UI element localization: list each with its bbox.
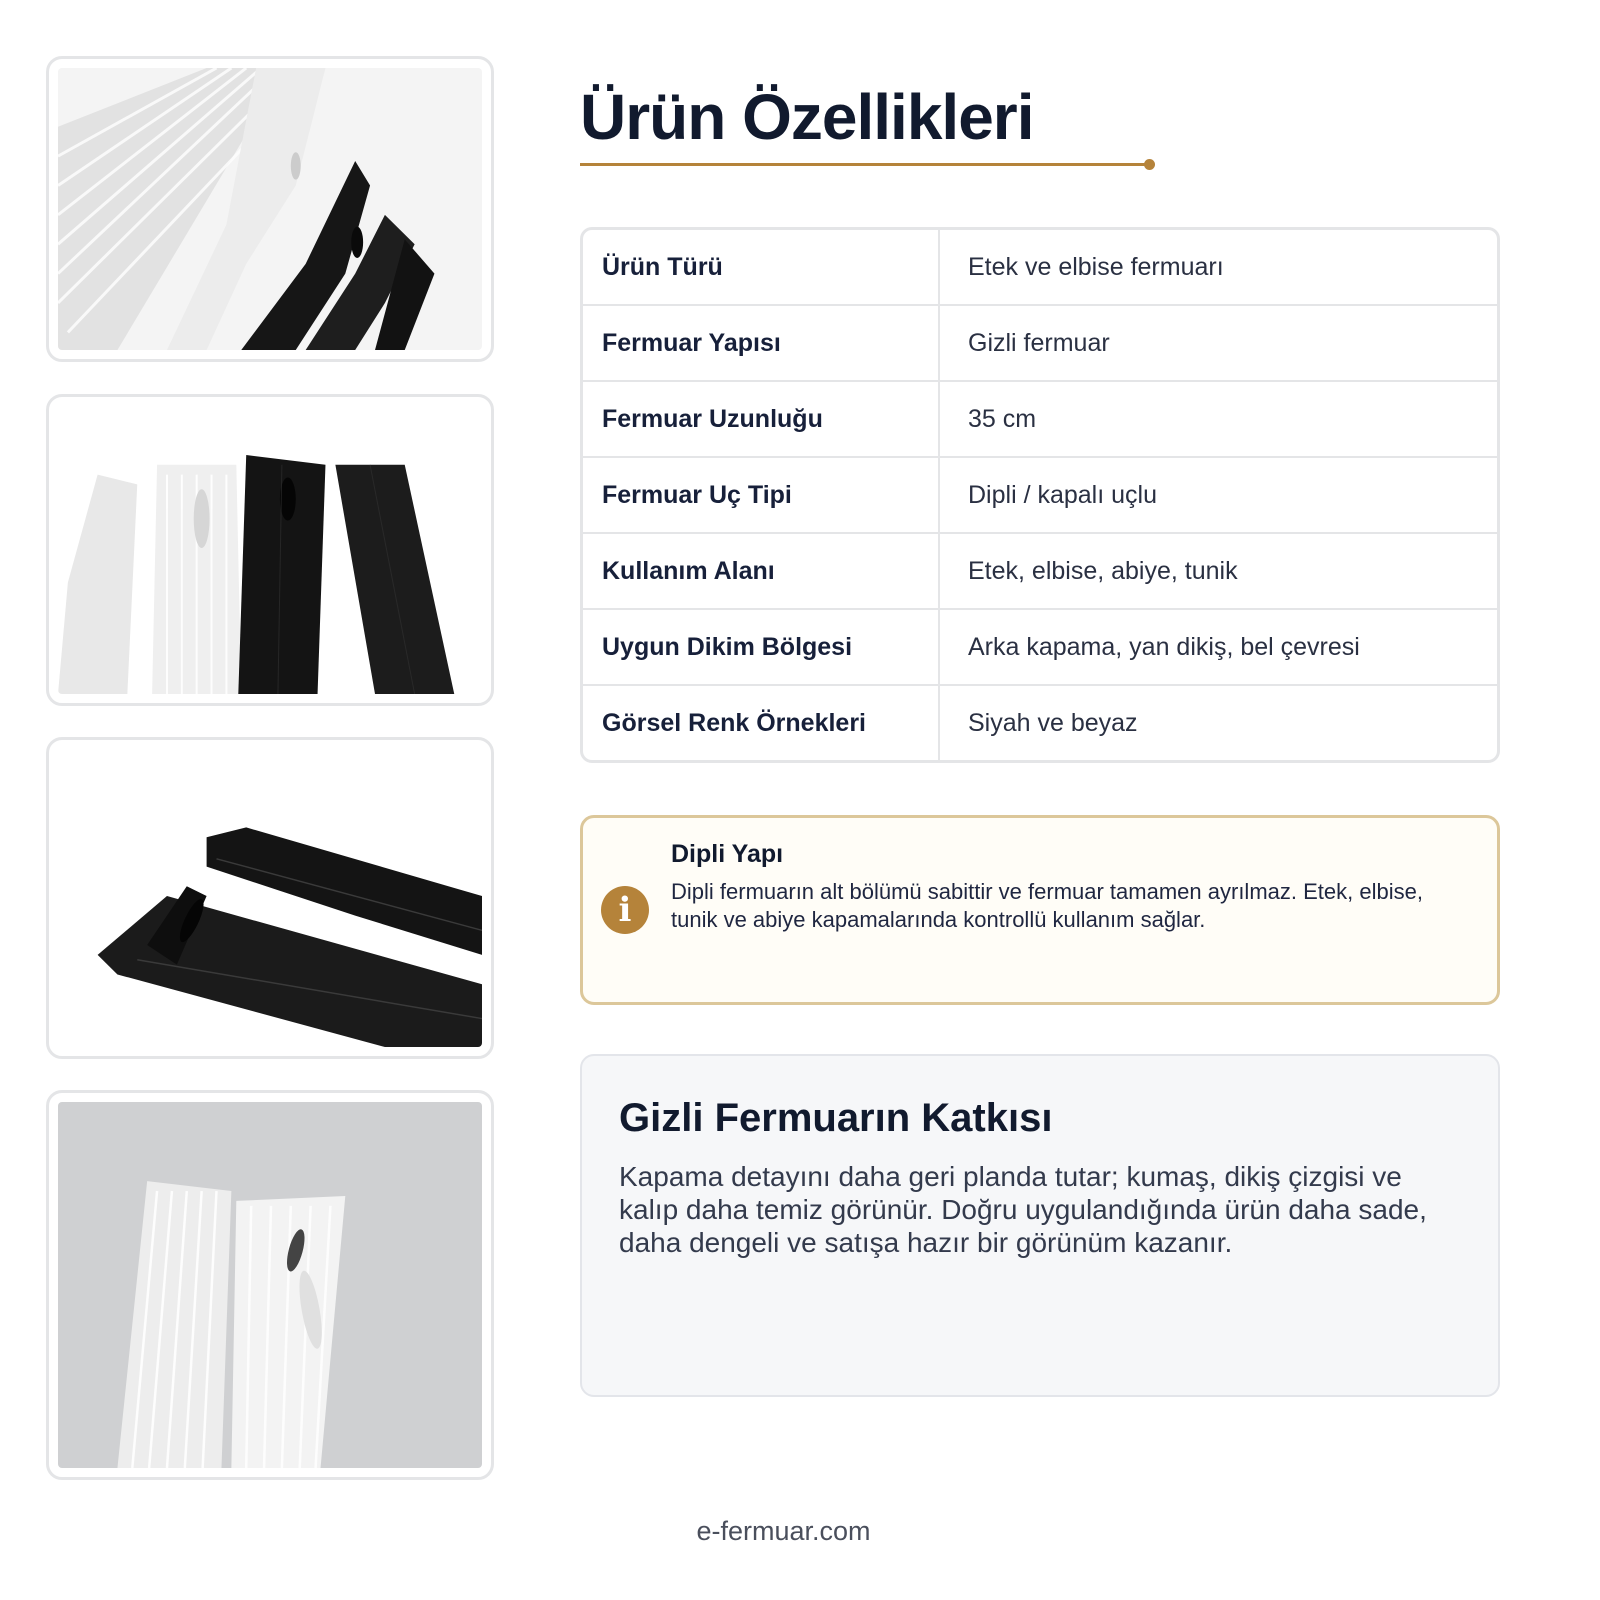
spec-label: Görsel Renk Örnekleri	[583, 686, 940, 760]
spec-row	[583, 534, 1497, 610]
page-title: Ürün Özellikleri	[580, 81, 1034, 153]
spec-value: Arka kapama, yan dikiş, bel çevresi	[968, 632, 1360, 661]
spec-row	[583, 306, 1497, 382]
spec-row	[583, 230, 1497, 306]
spec-table	[580, 227, 1500, 763]
spec-label: Kullanım Alanı	[583, 534, 940, 608]
spec-value: Dipli / kapalı uçlu	[968, 480, 1157, 509]
footer-site-link[interactable]: e-fermuar.com	[696, 1516, 871, 1546]
benefit-box	[580, 1054, 1500, 1397]
zipper-photo-black-pair	[58, 749, 482, 1047]
spec-label: Fermuar Yapısı	[583, 306, 940, 380]
spec-value: Siyah ve beyaz	[968, 708, 1138, 737]
zipper-photo-white-black-diagonal	[58, 68, 482, 350]
zipper-photo-four-vertical	[58, 406, 482, 694]
spec-label: Ürün Türü	[583, 230, 940, 304]
note-text: Dipli fermuarın alt bölümü sabittir ve fermuar tamamen ayrılmaz. Etek, elbise, tunik ve abiye kapamalarında kontrollü kullanım sağlar.	[671, 879, 1423, 932]
spec-row	[583, 686, 1497, 760]
spec-row	[583, 382, 1497, 458]
spec-label: Uygun Dikim Bölgesi	[583, 610, 940, 684]
title-underline-dot	[1144, 159, 1155, 170]
zipper-photo-white-pair	[58, 1102, 482, 1468]
spec-value: Etek ve elbise fermuarı	[968, 252, 1224, 281]
title-underline	[580, 163, 1150, 166]
note-title: Dipli Yapı	[671, 840, 784, 868]
spec-row	[583, 610, 1497, 686]
spec-value: 35 cm	[968, 404, 1037, 433]
spec-row	[583, 458, 1497, 534]
spec-label: Fermuar Uç Tipi	[583, 458, 940, 532]
spec-label: Fermuar Uzunluğu	[583, 382, 940, 456]
product-photo-4[interactable]	[46, 1090, 494, 1480]
spec-value: Gizli fermuar	[968, 328, 1110, 357]
spec-value: Etek, elbise, abiye, tunik	[968, 556, 1238, 585]
benefit-text: Kapama detayını daha geri planda tutar; kumaş, dikiş çizgisi ve kalıp daha temiz görünür. Doğru uygulandığında ürün daha sade, daha dengeli ve satışa hazır bir görünüm kazanır.	[619, 1161, 1427, 1258]
dipli-note-box	[580, 815, 1500, 1005]
benefit-title: Gizli Fermuarın Katkısı	[619, 1096, 1053, 1140]
product-photo-2[interactable]	[46, 394, 494, 706]
product-photo-3[interactable]	[46, 737, 494, 1059]
info-icon: i	[601, 886, 649, 934]
product-photo-1[interactable]	[46, 56, 494, 362]
